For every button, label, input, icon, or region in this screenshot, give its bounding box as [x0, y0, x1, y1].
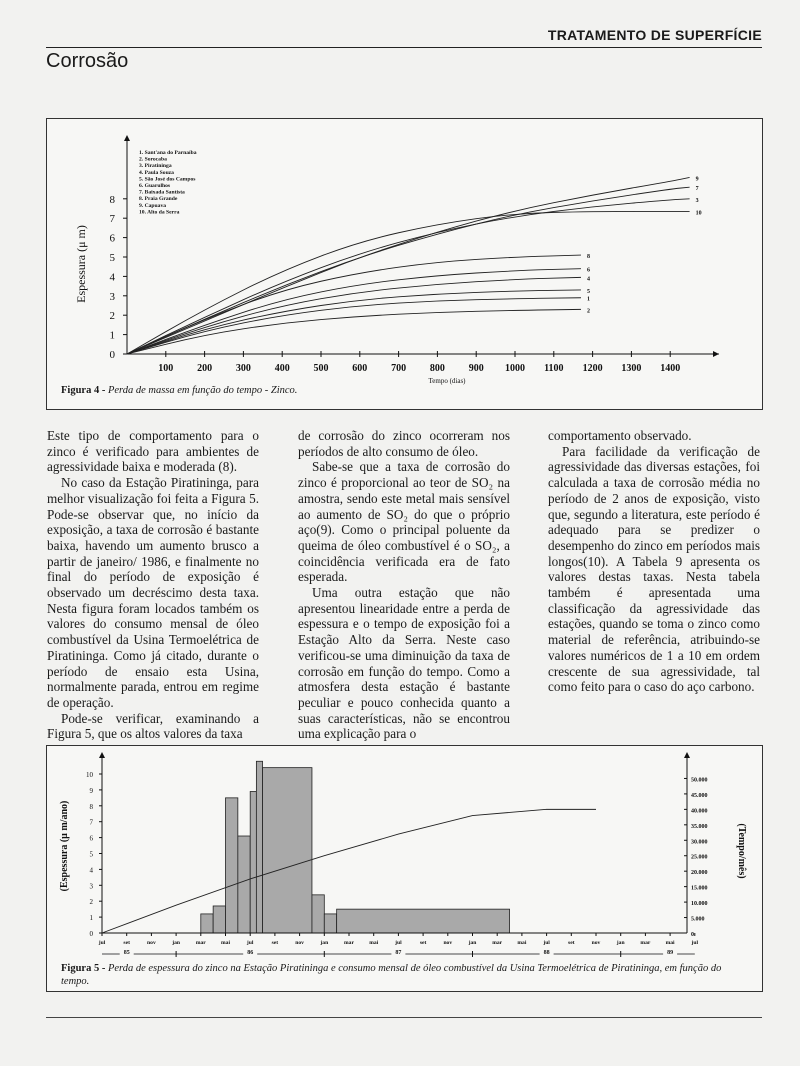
y-tick-right-label: 15.000	[691, 885, 708, 892]
y-tick-left-label: 9	[89, 786, 93, 795]
y-tick-label: 4	[109, 271, 115, 284]
corrosion-bar	[263, 768, 312, 933]
x-tick-label: 100	[158, 363, 174, 374]
legend-entry: 3. Piratininga	[139, 163, 172, 170]
legend-entry: 1. Sant'ana do Parnaíba	[139, 150, 197, 156]
series-line-2	[127, 309, 581, 354]
series-line-3	[127, 199, 690, 354]
corrosion-bar	[250, 791, 256, 933]
y-tick-right-label: 40.000	[691, 808, 708, 815]
month-label: mai	[220, 940, 231, 946]
series-label: 2	[586, 308, 590, 315]
month-label: nov	[295, 940, 304, 946]
figure-5-caption-label: Figura 5 -	[61, 963, 106, 974]
header-rule	[46, 47, 762, 48]
x-tick-label: 300	[235, 363, 251, 374]
month-label: nov	[443, 940, 453, 946]
y-tick-right-label: 25.000	[691, 854, 708, 861]
series-line-6	[127, 269, 581, 354]
figure-4-frame	[46, 118, 763, 410]
x-tick-label: 1300	[621, 363, 642, 374]
x-tick-label: 800	[429, 363, 445, 374]
y-axis-label: Espessura (μ m)	[74, 225, 88, 303]
legend-entry: 9. Capuava	[139, 202, 167, 209]
month-label: mai	[665, 940, 675, 946]
corrosion-bar	[238, 836, 250, 933]
legend-entry: 10. Alto da Serra	[139, 209, 180, 216]
legend-entry: 2. Sorocaba	[139, 156, 167, 163]
year-label: 87	[395, 950, 402, 956]
figure-4-chart	[47, 119, 762, 409]
corrosion-bar	[226, 798, 238, 933]
series-line-8	[127, 255, 581, 354]
figure-4-caption-text: Perda de massa em função do tempo - Zinco.	[107, 385, 298, 396]
x-tick-label: 600	[352, 363, 368, 374]
y-tick-left-label: 3	[89, 882, 93, 891]
series-label: 8	[586, 254, 590, 261]
month-label: jul	[691, 940, 699, 946]
y-axis-left-arrow	[99, 752, 105, 758]
year-label: 88	[543, 950, 550, 956]
x-tick-label: 1100	[544, 363, 564, 374]
y-tick-right-label: 5.000	[691, 916, 705, 923]
series-label: 4	[586, 276, 590, 283]
month-label: set	[123, 940, 130, 946]
text-column-3	[548, 428, 760, 695]
paragraph: No caso da Estação Piratininga, para melhor visualização foi feita a Figura 5. Pode-se observar que, no início da exposição, a taxa de corrosão é bastante baixa, havendo um aumento brusco a partir de janeiro/ 1986, e finalmente no final do período de exposição é observado um decréscimo desta taxa. Nesta figura foram locados também os valores do consumo mensal de óleo combustível da Usina Termoelétrica de Piratininga. Como já citado, durante o período de ensaio esta Usina, normalmente parada, entrou em regime de operação.	[47, 475, 259, 710]
month-label: jan	[616, 940, 625, 946]
month-label: jan	[172, 940, 180, 946]
legend-entry: 4. Paula Souza	[139, 169, 174, 176]
month-label: mar	[640, 940, 651, 946]
y-tick-right-label: 35.000	[691, 823, 708, 830]
y-axis-arrow	[124, 135, 130, 141]
month-label: set	[568, 940, 575, 946]
y-tick-right-label: 30.000	[691, 839, 708, 846]
month-label: nov	[591, 940, 601, 946]
y-tick-label: 6	[109, 232, 115, 245]
corrosion-bar	[312, 895, 324, 933]
legend-entry: 6. Guarulhos	[139, 183, 171, 189]
figure-5-caption	[61, 962, 751, 988]
legend-entry: 5. São José dos Campos	[139, 176, 196, 183]
y-tick-right-label: 45.000	[691, 792, 708, 799]
figure-4-caption-label: Figura 4 -	[61, 385, 106, 396]
month-label: jan	[468, 940, 477, 946]
text-column-2	[298, 428, 510, 742]
month-label: jul	[543, 940, 550, 946]
x-tick-label: 1200	[582, 363, 603, 374]
x-tick-label: 1400	[660, 363, 681, 374]
running-header-section: TRATAMENTO DE SUPERFÍCIE	[547, 27, 762, 43]
legend-entry: 7. Baixada Santista	[139, 189, 185, 196]
y-tick-left-label: 1	[89, 914, 93, 923]
paragraph: Sabe-se que a taxa de corrosão do zinco é proporcional ao teor de SO₂ na amostra, sendo este metal mais sensível ao aumento de SO₂ do que o próprio aço(9). Como o principal poluente da queima de óleo combustível é o SO₂, a coincidência verificada era de fato esperada.	[298, 459, 510, 585]
y-tick-label: 5	[109, 252, 115, 264]
corrosion-bar	[337, 909, 510, 933]
y-tick-label: 1	[109, 329, 115, 342]
text-column-1	[47, 428, 259, 742]
year-label: 89	[667, 950, 674, 956]
x-axis-arrow	[713, 351, 719, 357]
legend-entry: 8. Praia Grande	[139, 196, 178, 203]
y-tick-label: 8	[109, 193, 115, 206]
x-tick-label: 1000	[505, 363, 525, 374]
figure-5-chart	[47, 746, 762, 991]
month-label: jan	[320, 940, 329, 946]
x-tick-label: 700	[391, 363, 407, 374]
section-title: Corrosão	[46, 50, 129, 72]
paragraph: Para facilidade da verificação de agressividade das diversas estações, foi calculada a taxa de corrosão média no período de 2 anos de exposição, visto que, segundo a literatura, este período é adequado para se predizer o desempenho do zinco em períodos mais longos(10). A Tabela 9 apresenta os valores destas taxas. Nesta tabela também é apresentada uma classificação da agressividade das estações, quando se toma o zinco como material de referência, atribuindo-se valores numéricos de 1 a 10 em ordem crescente de sua agressividade, tal como feito para o caso do aço carbono.	[548, 443, 760, 695]
corrosion-bar	[324, 914, 336, 933]
series-line-7	[127, 187, 690, 354]
y-tick-label: 0	[109, 349, 115, 361]
footer-rule	[46, 1017, 762, 1018]
series-line-1	[127, 298, 581, 354]
series-label: 3	[695, 197, 699, 204]
series-line-10	[127, 211, 690, 354]
y-tick-left-label: 0	[89, 930, 93, 938]
y-tick-left-label: 2	[89, 898, 93, 907]
year-label: 85	[123, 950, 130, 956]
y-tick-right-label: 10.000	[691, 901, 708, 908]
month-label: mar	[344, 940, 354, 946]
y-axis-left-label: (Espessura (μ m/ano)	[59, 800, 70, 892]
corrosion-bar	[213, 906, 225, 933]
series-label: 9	[695, 176, 699, 183]
figure-4-caption	[61, 384, 297, 397]
series-label: 5	[586, 288, 590, 295]
month-label: mar	[492, 940, 503, 946]
month-label: set	[419, 940, 427, 946]
month-label: mai	[369, 940, 379, 946]
x-tick-label: 500	[313, 363, 329, 374]
x-axis-label: Tempo (dias)	[428, 377, 466, 385]
y-tick-right-label: 20.000	[691, 870, 708, 877]
x-tick-label: 900	[468, 363, 484, 374]
series-label: 7	[695, 186, 699, 193]
month-label: jul	[395, 940, 402, 946]
month-label: jul	[246, 940, 254, 946]
y-tick-label: 7	[109, 213, 115, 226]
y-axis-right-arrow	[684, 752, 690, 758]
paragraph: Pode-se verificar, examinando a Figura 5, que os altos valores da taxa	[47, 710, 259, 742]
month-label: nov	[147, 940, 156, 946]
month-label: mai	[517, 940, 527, 946]
month-label: mar	[195, 940, 206, 946]
y-tick-left-label: 8	[89, 802, 93, 811]
x-tick-label: 400	[274, 363, 290, 374]
paragraph: comportamento observado.	[548, 428, 692, 443]
year-label: 86	[247, 950, 254, 956]
month-label: jul	[98, 940, 106, 946]
paragraph: Uma outra estação que não apresentou linearidade entre a perda de espessura e o tempo de exposição foi a Estação Alto da Serra. Neste caso verificou-se uma diminuição da taxa de corrosão em função do tempo. Como a atmosfera desta estação é bastante peculiar e pouco conhecida quanto a suas características, não se encontrou uma explicação para o	[298, 585, 510, 742]
y-tick-right-label: 50.000	[691, 777, 708, 784]
series-label: 10	[695, 210, 702, 217]
y-tick-left-label: 7	[89, 818, 93, 827]
y-tick-left-label: 6	[89, 834, 93, 843]
y-tick-label: 2	[109, 310, 115, 323]
paragraph: de corrosão do zinco ocorreram nos períodos de alto consumo de óleo.	[298, 428, 510, 459]
series-label: 1	[586, 296, 590, 303]
figure-5-caption-text: Perda de espessura do zinco na Estação Piratininga e consumo mensal de óleo combustível da Usina Termoelétrica de Piratininga, em função do tempo.	[61, 963, 722, 987]
y-tick-left-label: 4	[89, 866, 93, 875]
figure-5-frame	[46, 745, 763, 992]
x-tick-label: 200	[197, 363, 213, 374]
y-tick-right-label-zero: 0	[691, 932, 694, 938]
corrosion-bar	[256, 761, 262, 933]
series-label: 6	[586, 267, 590, 274]
y-tick-label: 3	[109, 290, 115, 303]
corrosion-bar	[201, 914, 213, 933]
y-tick-left-label: 10	[86, 771, 93, 779]
month-label: set	[271, 940, 279, 946]
y-tick-left-label: 5	[89, 850, 93, 859]
paragraph: Este tipo de comportamento para o zinco é verificado para ambientes de agressividade baixa e moderada (8).	[47, 428, 259, 475]
y-axis-right-label: (Tempo/mês)	[736, 823, 747, 879]
